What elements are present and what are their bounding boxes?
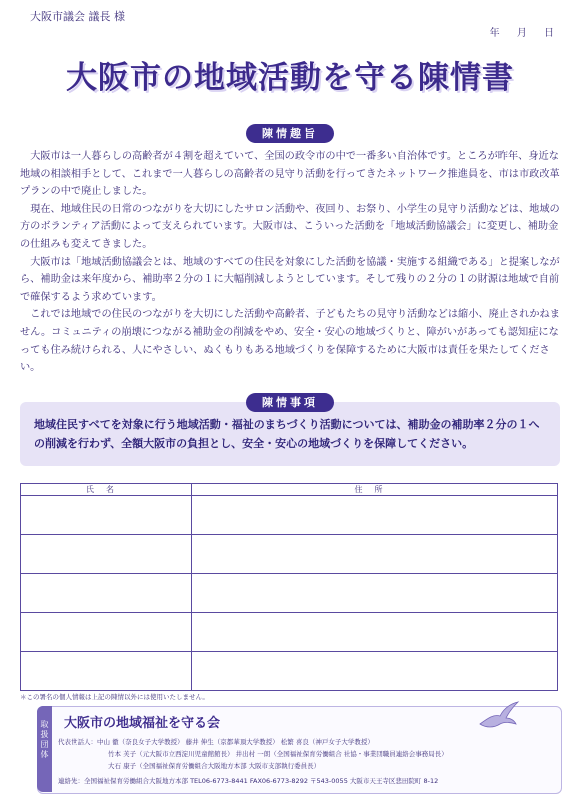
- addressee: 大阪市議会 議長 様: [30, 10, 125, 23]
- address-cell[interactable]: [192, 574, 558, 613]
- paragraph: 大阪市は「地域活動協議会とは、地域のすべての住民を対象にした活動を協議・実施する組織である」と提案しながら、補助金は来年度から、補助率２分の１に大幅削減しようとしています。そして残りの２分の１の財源は地域で自前で確保するよう求めています。: [20, 256, 560, 303]
- paragraph: 大阪市は一人暮らしの高齢者が４割を超えていて、全国の政令市の中で一番多い自治体です。ところが昨年、身近な地域の相談相手として、これまで一人暮らしの高齢者の見守り活動を行ってきたネットワーク推進員を、市は市政改革プランの中で廃止しました。: [20, 151, 560, 198]
- paragraph: これでは地域での住民のつながりを大切にした活動や高齢者、子どもたちの見守り活動などは縮小、廃止されかねません。コミュニティの崩壊につながる補助金の削減をやめ、安全・安心の地域づくりと、障がいがあっても認知症になっても住み続けられる、人にやさしい、ぬくもりもある地域づくりを保障するために大阪市は責任を果たしてください。: [20, 309, 560, 374]
- name-cell[interactable]: [21, 613, 192, 652]
- bird-icon: [476, 700, 522, 734]
- name-cell[interactable]: [21, 652, 192, 691]
- organizer-tab: [37, 706, 52, 792]
- section-label-purpose: 陳情趣旨: [246, 124, 334, 143]
- page-title: 大阪市の地域活動を守る陳情書: [66, 60, 514, 96]
- representatives-line: 代表世話人：中山 徹（奈良女子大学教授） 藤井 伸生（京都華頂大学教授） 松繁 喜良（神戸女子大学教授）: [58, 738, 374, 746]
- name-cell[interactable]: [21, 535, 192, 574]
- representatives-line: 竹本 芙子（元大阪市立西淀川児童館館長） 井出村 一朗（全国福祉保育労働組合 社協・事業団職員連絡会事務局長）: [108, 750, 448, 758]
- privacy-note: ＊この署名の個人情報は上記の陳情以外には使用いたしません。: [20, 693, 209, 701]
- section-label-items: 陳情事項: [246, 393, 334, 412]
- table-header-row: [21, 484, 558, 496]
- petition-purpose-text: [20, 148, 560, 377]
- column-header-name: 氏名: [21, 484, 192, 496]
- address-cell[interactable]: [192, 535, 558, 574]
- petition-items-text: 地域住民すべてを対象に行う地域活動・福祉のまちづくり活動については、補助金の補助率２分の１への削減を行わず、全額大阪市の負担とし、安全・安心の地域づくりを保障してください。: [34, 418, 540, 450]
- contact-line: 連絡先：全国福祉保育労働組合大阪地方本部 TEL06-6773-8441 FAX06-6773-8292 〒543-0055 大阪市天王寺区悲田院町 8-12: [58, 777, 439, 785]
- table-row: [21, 535, 558, 574]
- date-field: 年 月 日: [489, 28, 554, 39]
- address-cell[interactable]: [192, 613, 558, 652]
- name-cell[interactable]: [21, 574, 192, 613]
- address-cell[interactable]: [192, 652, 558, 691]
- organizer-name: 大阪市の地域福祉を守る会: [64, 716, 221, 731]
- name-cell[interactable]: [21, 496, 192, 535]
- table-row: [21, 496, 558, 535]
- table-row: [21, 574, 558, 613]
- representatives-line: 大石 康子（全国福祉保育労働組合大阪地方本部 大阪市支部執行委員長）: [108, 762, 321, 770]
- table-row: [21, 652, 558, 691]
- address-cell[interactable]: [192, 496, 558, 535]
- signature-table: [20, 483, 558, 691]
- paragraph: 現在、地域住民の日常のつながりを大切にしたサロン活動や、夜回り、お祭り、小学生の見守り活動などは、地域の方のボランティア活動によって支えられています。大阪市は、こういった活動を「地域活動協議会」に変更し、補助金の仕組みも変えてきました。: [20, 203, 560, 250]
- table-row: [21, 613, 558, 652]
- column-header-address: 住所: [192, 484, 558, 496]
- organizer-tab-label: 取扱団体: [40, 720, 49, 759]
